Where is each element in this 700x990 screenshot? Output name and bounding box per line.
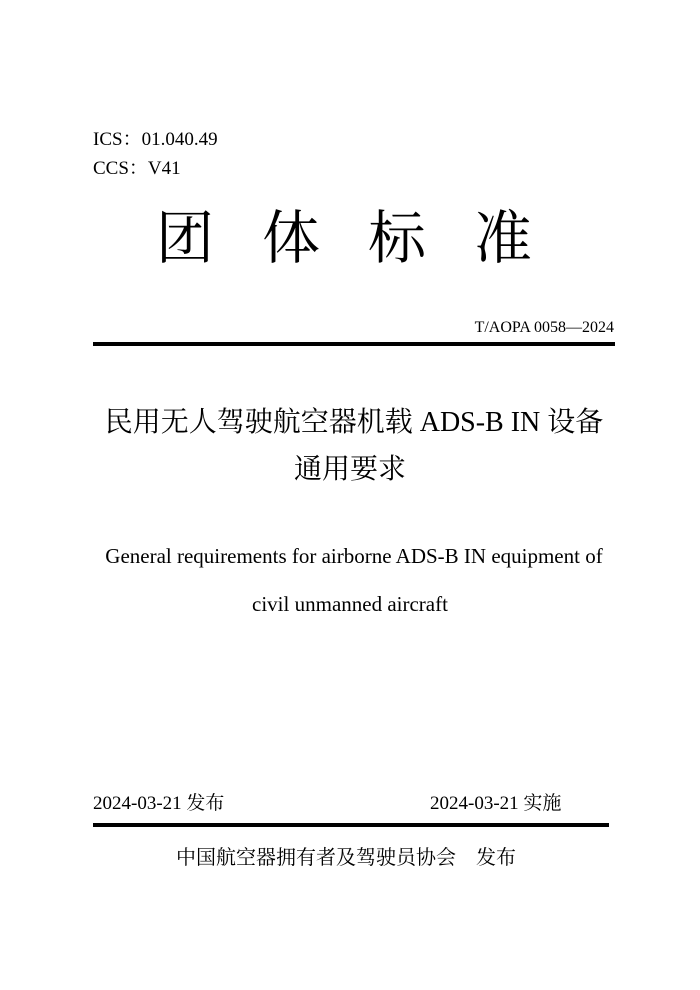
title-chinese-line-1: 民用无人驾驶航空器机载 ADS-B IN 设备 — [104, 407, 604, 438]
title-english-line-1: General requirements for airborne ADS-B IN equipment of — [105, 544, 603, 568]
top-divider — [93, 342, 615, 346]
title-chinese-line-2: 通用要求 — [293, 454, 406, 485]
implement-date: 2024-03-21 实施 — [430, 793, 562, 814]
bottom-divider — [93, 823, 609, 827]
ics-code: ICS：01.040.49 — [93, 129, 218, 150]
publisher: 中国航空器拥有者及驾驶员协会 发布 — [176, 847, 516, 869]
standard-type-heading: 团体标准 — [155, 204, 580, 272]
publish-date: 2024-03-21 发布 — [93, 793, 225, 814]
title-english-line-2: civil unmanned aircraft — [252, 592, 448, 616]
ccs-code: CCS：V41 — [93, 158, 181, 179]
standard-number: T/AOPA 0058—2024 — [474, 319, 614, 336]
